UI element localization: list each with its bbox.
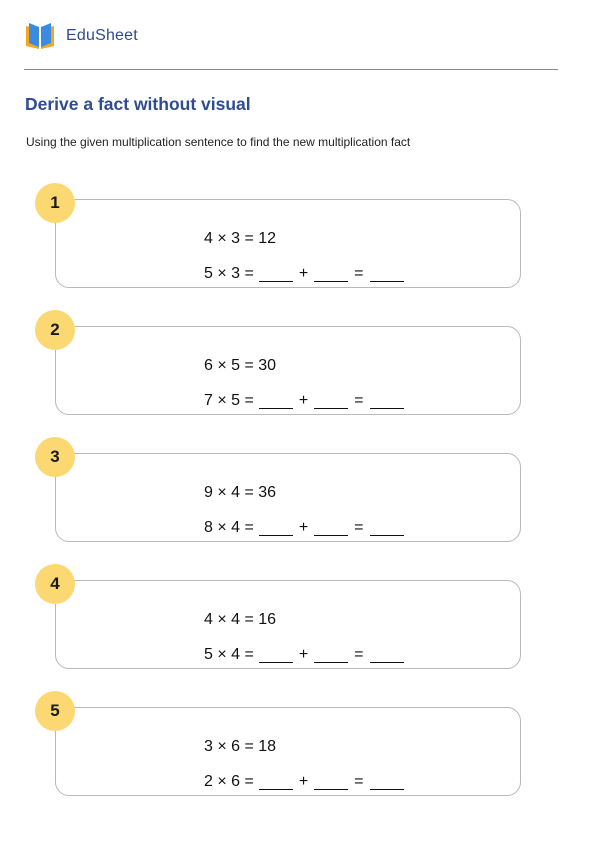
derive-fact [204,265,409,283]
answer-blank[interactable] [314,788,348,790]
problem-2 [35,310,525,420]
answer-blank[interactable] [259,280,293,282]
answer-blank[interactable] [314,407,348,409]
worksheet-title: Derive a fact without visual [25,94,251,114]
derive-expression: 5 × 4 = [204,646,254,663]
answer-blank[interactable] [259,788,293,790]
plus-sign: + [298,392,309,409]
problem-number-badge: 2 [35,310,75,350]
equals-sign: = [354,392,364,409]
answer-blank[interactable] [370,534,404,536]
equals-sign: = [354,265,364,282]
given-fact: 6 × 5 = 30 [204,357,277,374]
answer-blank[interactable] [314,661,348,663]
derive-expression: 2 × 6 = [204,773,254,790]
equals-sign: = [354,646,364,663]
derive-expression: 5 × 3 = [204,265,254,282]
open-book-icon [24,20,56,52]
answer-blank[interactable] [314,280,348,282]
problem-card [55,326,521,415]
given-fact: 9 × 4 = 36 [204,484,277,501]
derive-expression: 8 × 4 = [204,519,254,536]
answer-blank[interactable] [370,280,404,282]
plus-sign: + [298,646,309,663]
answer-blank[interactable] [259,534,293,536]
derive-fact [204,646,409,664]
problem-card [55,580,521,669]
answer-blank[interactable] [370,788,404,790]
answer-blank[interactable] [259,407,293,409]
header-divider [24,69,558,70]
problem-3 [35,437,525,547]
problem-card [55,707,521,796]
worksheet-instructions: Using the given multiplication sentence to find the new multiplication fact [26,135,411,149]
answer-blank[interactable] [314,534,348,536]
equals-sign: = [354,519,364,536]
brand-name: EduSheet [66,27,138,44]
plus-sign: + [298,519,309,536]
answer-blank[interactable] [370,407,404,409]
answer-blank[interactable] [370,661,404,663]
problem-card [55,453,521,542]
plus-sign: + [298,265,309,282]
problem-number-badge: 1 [35,183,75,223]
equals-sign: = [354,773,364,790]
header [24,20,138,52]
problem-card [55,199,521,288]
problem-number-badge: 5 [35,691,75,731]
given-fact: 4 × 3 = 12 [204,230,277,247]
derive-fact [204,773,409,791]
problem-5 [35,691,525,801]
derive-fact [204,392,409,410]
answer-blank[interactable] [259,661,293,663]
problem-number-badge: 3 [35,437,75,477]
derive-expression: 7 × 5 = [204,392,254,409]
plus-sign: + [298,773,309,790]
given-fact: 3 × 6 = 18 [204,738,277,755]
derive-fact [204,519,409,537]
problem-4 [35,564,525,674]
given-fact: 4 × 4 = 16 [204,611,277,628]
problem-1 [35,183,525,293]
problem-number-badge: 4 [35,564,75,604]
